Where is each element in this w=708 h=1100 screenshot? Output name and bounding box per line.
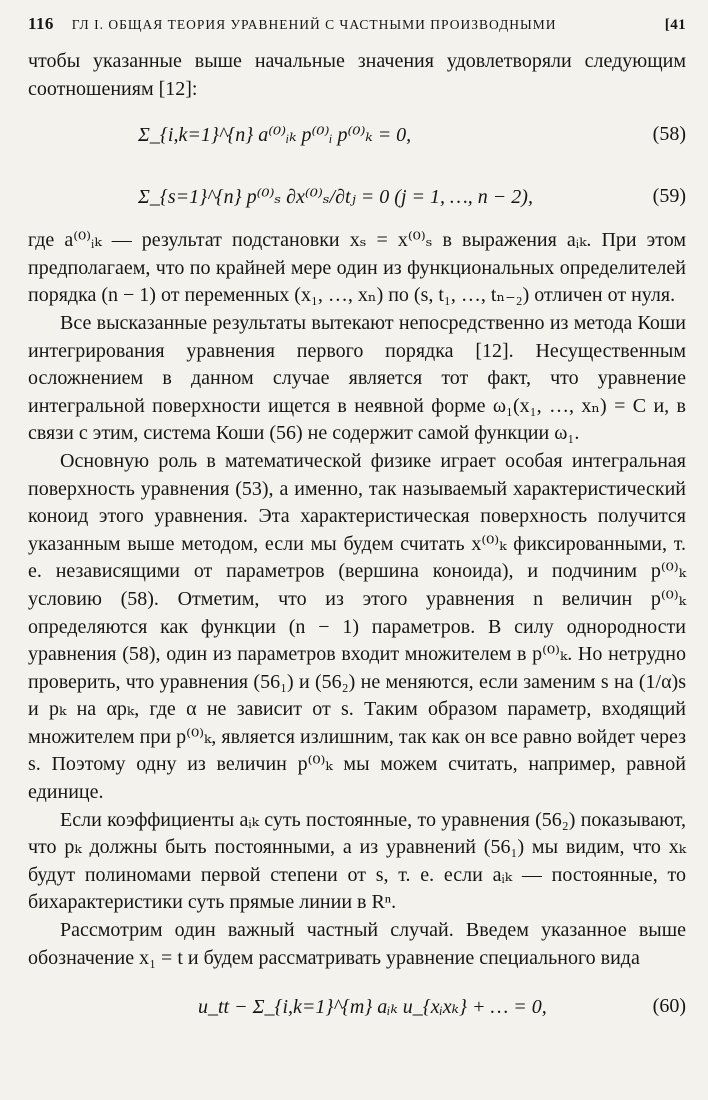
- running-title: ГЛ I. ОБЩАЯ ТЕОРИЯ УРАВНЕНИЙ С ЧАСТНЫМИ ПРОИЗВОДНЫМИ: [71, 17, 557, 32]
- equation-60-label: (60): [652, 994, 686, 1017]
- equation-59-label: (59): [652, 184, 686, 207]
- equation-60: [28, 972, 686, 1040]
- paragraph-special-case: Рассмотрим один важный частный случай. Введем указанное выше обозначение x₁ = t и будем рассматривать уравнение специального вида: [28, 919, 686, 969]
- paragraph-constant-coefficients: Если коэффициенты aᵢₖ суть постоянные, то уравнения (56₂) показывают, что pₖ должны быть постоянными, а из уравнений (56₁) мы видим, что xₖ будут полиномами первой степени от s, т. е. если aᵢₖ — постоянные, то бихарактеристики суть прямые линии в Rⁿ.: [28, 808, 686, 914]
- equation-58-label: (58): [652, 122, 686, 145]
- equation-59: [28, 165, 686, 227]
- equation-58-formula: Σ_{i,k=1}^{n} a⁽⁰⁾ᵢₖ p⁽⁰⁾ᵢ p⁽⁰⁾ₖ = 0,: [138, 123, 412, 146]
- running-header: [28, 14, 686, 44]
- paragraph-cauchy: Все высказанные результаты вытекают непосредственно из метода Коши интегрирования уравнения первого порядка [12]. Несущественным осложнением в данном случае является тот факт, что уравнение интегральной поверхности ищется в неявной форме ω₁(x₁, …, xₙ) = C и, в связи с этим, система Коши (56) не содержит самой функции ω₁.: [28, 311, 686, 445]
- page: [28, 14, 686, 1040]
- equation-58: [28, 103, 686, 165]
- paragraph-where: где a⁽⁰⁾ᵢₖ — результат подстановки xₛ = x⁽⁰⁾ₛ в выражения aᵢₖ. При этом предполагаем, что по крайней мере один из функциональных определителей порядка (n − 1) от переменных (x₁, …, xₙ) по (s, t₁, …, tₙ₋₂) отличен от нуля.: [28, 229, 686, 307]
- paragraph-intro: чтобы указанные выше начальные значения удовлетворяли следующим соотношениям [12]:: [28, 50, 686, 100]
- section-number: [41: [664, 17, 686, 33]
- paragraph-conoid: Основную роль в математической физике играет особая интегральная поверхность уравнения (53), а именно, так называемый характеристический коноид этого уравнения. Эта характеристическая поверхность получится указанным выше методом, если мы будем считать x⁽⁰⁾ₖ фиксированными, т. е. независящими от параметров (вершина коноида), и подчиним p⁽⁰⁾ₖ условию (58). Отметим, что из этого уравнения n величин p⁽⁰⁾ₖ определяются как функции (n − 1) параметров. В силу однородности уравнения (58), один из параметров входит множителем в p⁽⁰⁾ₖ. Но нетрудно проверить, что уравнения (56₁) и (56₂) не меняются, если заменим s на (1/α)s и pₖ на αpₖ, где α не зависит от s. Таким образом параметр, входящий множителем при p⁽⁰⁾ₖ, является излишним, так как он все равно войдет через s. Поэтому одну из величин p⁽⁰⁾ₖ мы можем считать, например, равной единице.: [28, 449, 686, 804]
- equation-59-formula: Σ_{s=1}^{n} p⁽⁰⁾ₛ ∂x⁽⁰⁾ₛ/∂tⱼ = 0 (j = 1, …, n − 2),: [138, 185, 533, 208]
- page-number: 116: [28, 14, 54, 33]
- equation-60-formula: u_tt − Σ_{i,k=1}^{m} aᵢₖ u_{xᵢxₖ} + … = 0,: [198, 995, 547, 1018]
